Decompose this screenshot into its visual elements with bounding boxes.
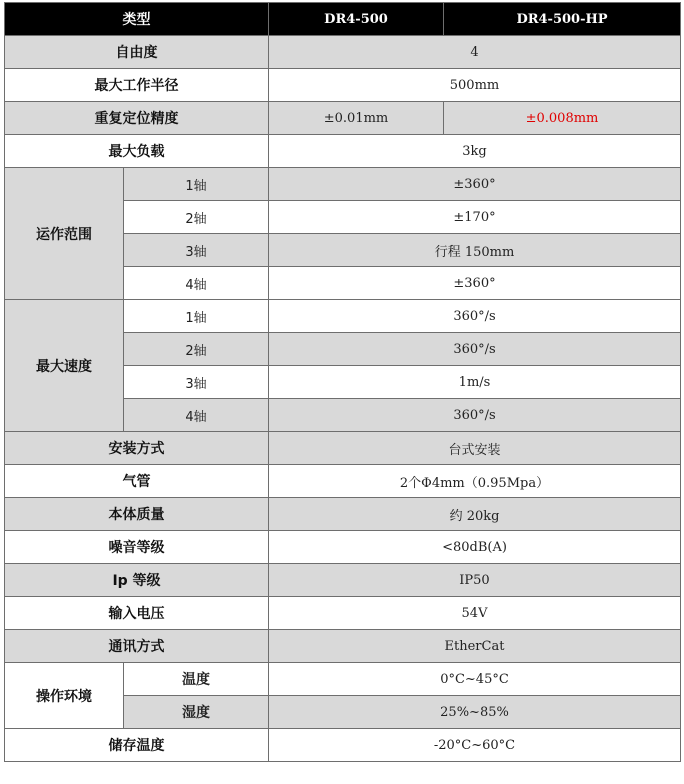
env-humidity-label: 湿度 (124, 696, 269, 729)
voltage-label: 输入电压 (5, 597, 269, 630)
header-row (5, 3, 681, 36)
speed-value-3: 1m/s (269, 366, 681, 399)
mount-label: 安装方式 (5, 432, 269, 465)
range-value-3: 行程 150mm (269, 234, 681, 267)
weight-label: 本体质量 (5, 498, 269, 531)
env-humidity-value: 25%~85% (269, 696, 681, 729)
range-label: 运作范围 (5, 168, 124, 300)
range-value-1: ±360° (269, 168, 681, 201)
range-axis-4: 4轴 (124, 267, 269, 300)
voltage-value: 54V (269, 597, 681, 630)
speed-label: 最大速度 (5, 300, 124, 432)
env-temp-label: 温度 (124, 663, 269, 696)
row-payload (5, 135, 681, 168)
radius-label: 最大工作半径 (5, 69, 269, 102)
storage-label: 储存温度 (5, 729, 269, 762)
range-axis-3: 3轴 (124, 234, 269, 267)
header-type: 类型 (5, 3, 269, 36)
noise-label: 噪音等级 (5, 531, 269, 564)
speed-value-1: 360°/s (269, 300, 681, 333)
ip-label: Ip 等级 (5, 564, 269, 597)
speed-axis-4: 4轴 (124, 399, 269, 432)
row-ip (5, 564, 681, 597)
payload-label: 最大负载 (5, 135, 269, 168)
range-axis-1: 1轴 (124, 168, 269, 201)
dof-value: 4 (269, 36, 681, 69)
env-label: 操作环境 (5, 663, 124, 729)
speed-value-2: 360°/s (269, 333, 681, 366)
comm-value: EtherCat (269, 630, 681, 663)
radius-value: 500mm (269, 69, 681, 102)
row-comm (5, 630, 681, 663)
storage-value: -20°C~60°C (269, 729, 681, 762)
env-temp-value: 0°C~45°C (269, 663, 681, 696)
comm-label: 通讯方式 (5, 630, 269, 663)
air-value: 2个Φ4mm（0.95Mpa） (269, 465, 681, 498)
weight-value: 约 20kg (269, 498, 681, 531)
repeat-label: 重复定位精度 (5, 102, 269, 135)
repeat-value-1: ±0.01mm (269, 102, 444, 135)
ip-value: IP50 (269, 564, 681, 597)
row-env-temp (5, 663, 681, 696)
air-label: 气管 (5, 465, 269, 498)
noise-value: <80dB(A) (269, 531, 681, 564)
row-storage (5, 729, 681, 762)
speed-axis-3: 3轴 (124, 366, 269, 399)
spec-table (4, 2, 681, 762)
row-noise (5, 531, 681, 564)
row-radius (5, 69, 681, 102)
range-value-4: ±360° (269, 267, 681, 300)
speed-value-4: 360°/s (269, 399, 681, 432)
range-value-2: ±170° (269, 201, 681, 234)
row-repeat (5, 102, 681, 135)
repeat-value-2: ±0.008mm (444, 102, 681, 135)
payload-value: 3kg (269, 135, 681, 168)
row-range-1 (5, 168, 681, 201)
speed-axis-1: 1轴 (124, 300, 269, 333)
range-axis-2: 2轴 (124, 201, 269, 234)
mount-value: 台式安装 (269, 432, 681, 465)
dof-label: 自由度 (5, 36, 269, 69)
header-model-2: DR4-500-HP (444, 3, 681, 36)
row-voltage (5, 597, 681, 630)
row-air (5, 465, 681, 498)
speed-axis-2: 2轴 (124, 333, 269, 366)
row-weight (5, 498, 681, 531)
row-dof (5, 36, 681, 69)
row-speed-1 (5, 300, 681, 333)
header-model-1: DR4-500 (269, 3, 444, 36)
row-mount (5, 432, 681, 465)
